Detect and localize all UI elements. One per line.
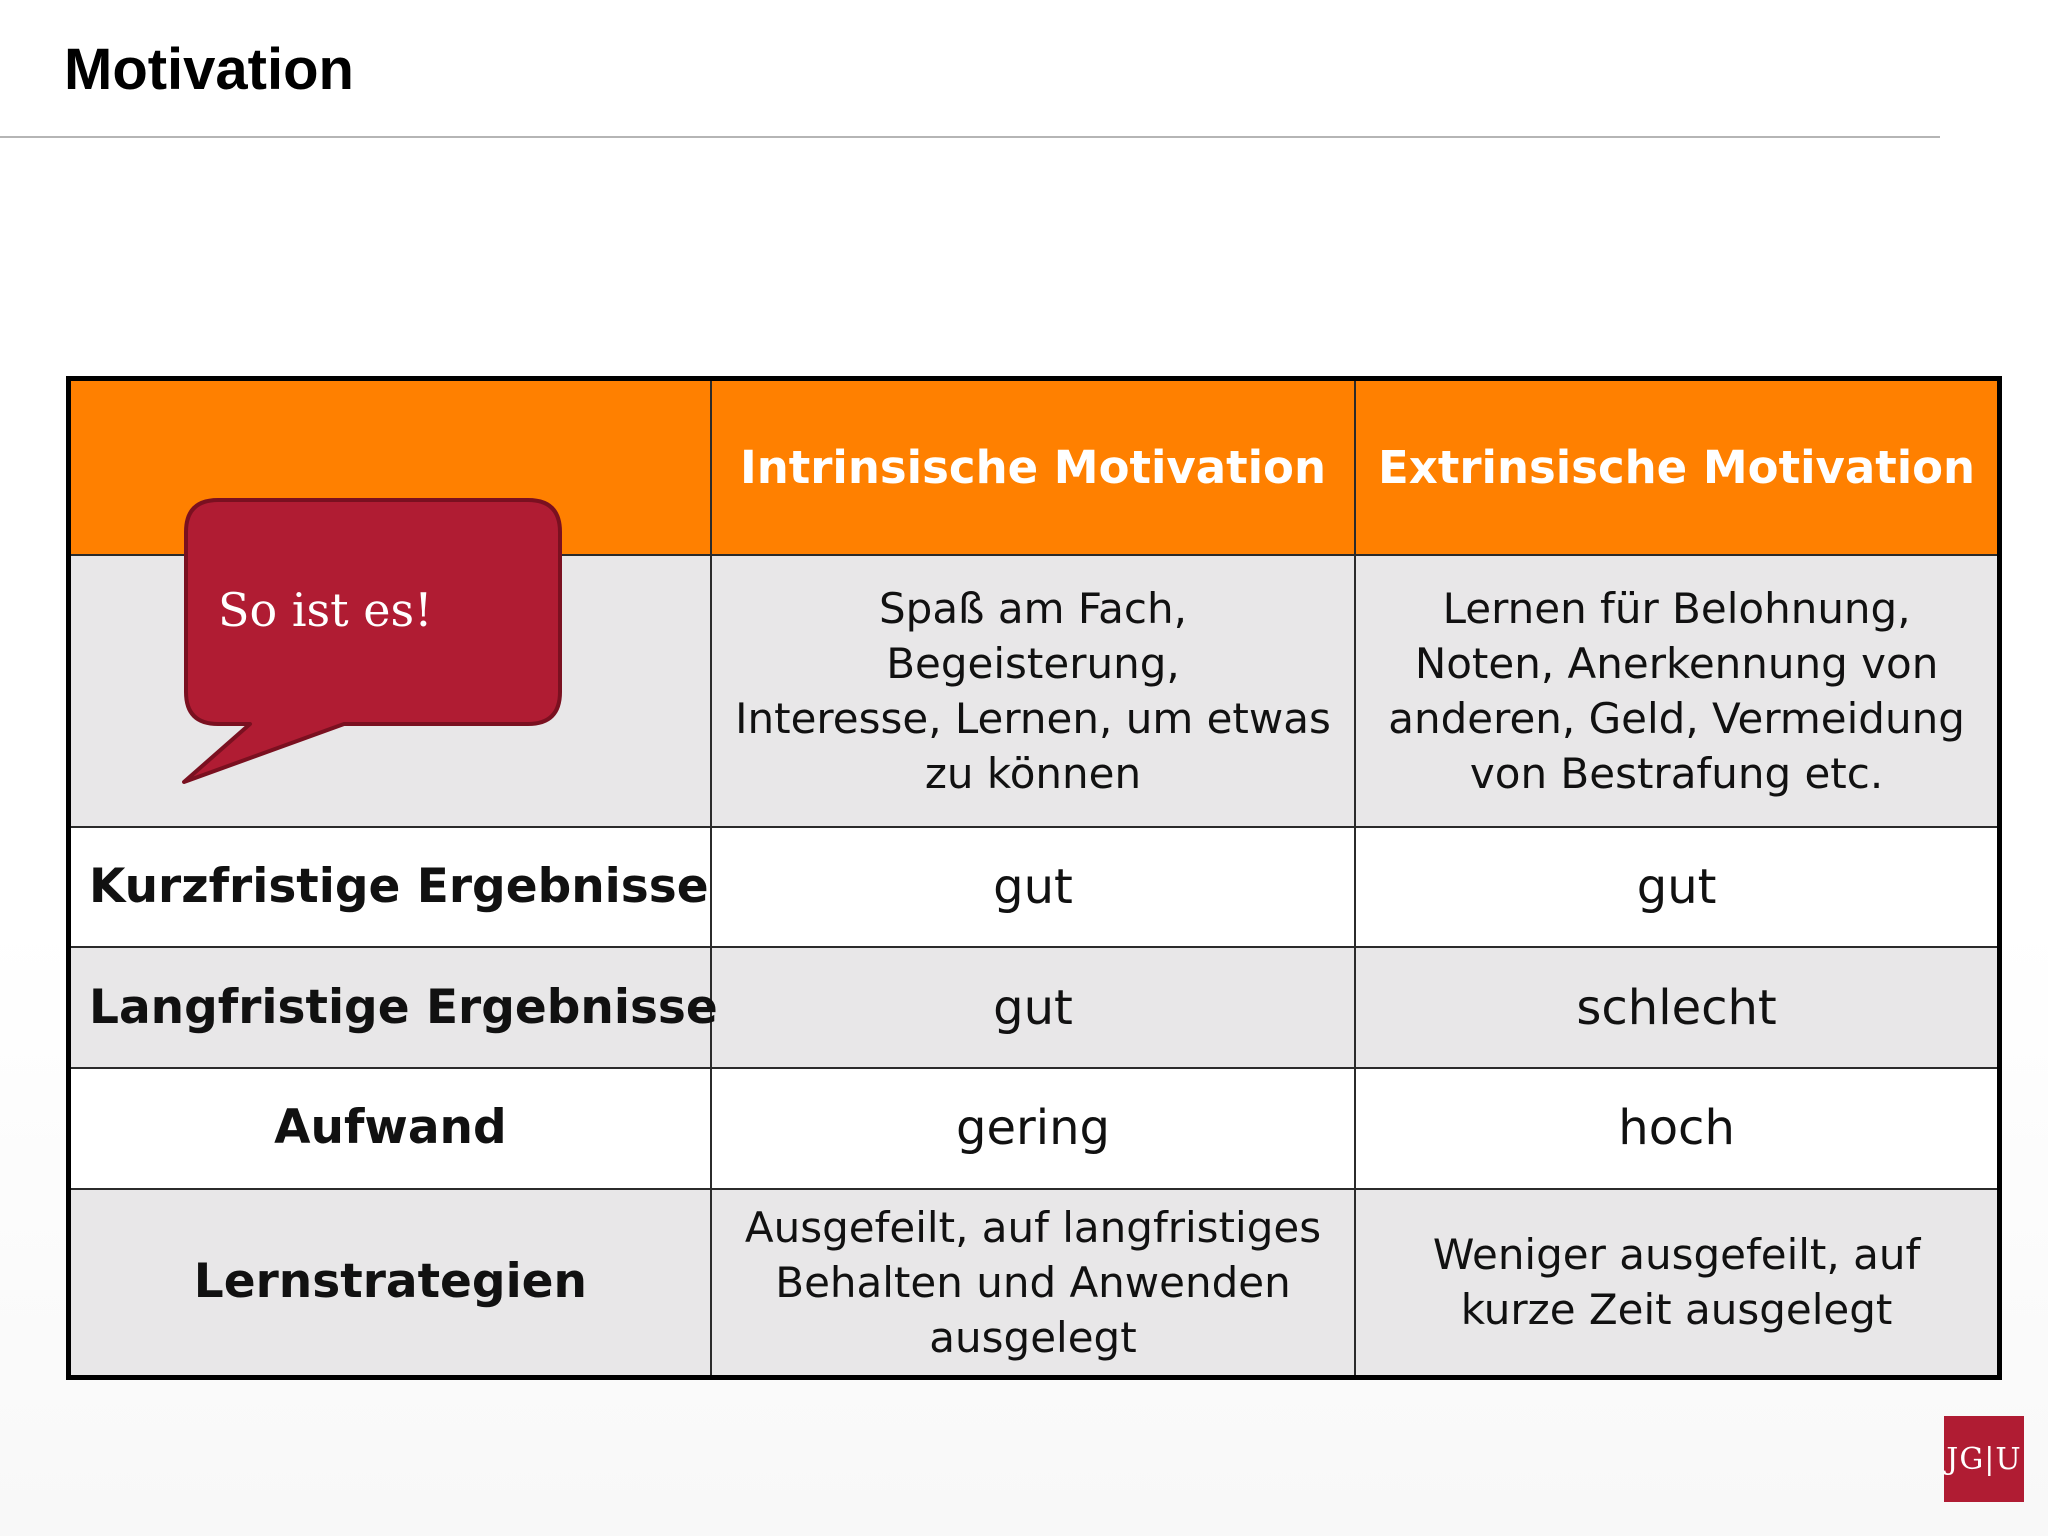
row-label: Aufwand xyxy=(69,1068,711,1189)
extrinsic-value: gut xyxy=(1355,827,1999,948)
intrinsic-value: gut xyxy=(711,827,1355,948)
jgu-logo-text: JG|U xyxy=(1946,1441,2022,1477)
header-extrinsic: Extrinsische Motivation xyxy=(1355,379,1999,556)
speech-bubble-text: So ist es! xyxy=(218,583,433,637)
extrinsic-description-line: von Bestrafung etc. xyxy=(1469,749,1884,799)
extrinsic-description xyxy=(1355,555,1999,826)
intrinsic-value: gut xyxy=(711,947,1355,1068)
title-divider xyxy=(0,136,1940,138)
header-intrinsic: Intrinsische Motivation xyxy=(711,379,1355,556)
intrinsic-strategy-line: ausgelegt xyxy=(929,1312,1137,1362)
speech-bubble xyxy=(182,496,564,796)
extrinsic-value: schlecht xyxy=(1355,947,1999,1068)
extrinsic-description-line: Lernen für Belohnung, xyxy=(1442,584,1911,634)
table-row xyxy=(69,827,2000,948)
extrinsic-strategy-line: Weniger ausgefeilt, auf xyxy=(1432,1230,1921,1280)
intrinsic-strategy xyxy=(711,1189,1355,1378)
intrinsic-strategy-line: Ausgefeilt, auf langfristiges xyxy=(744,1202,1322,1252)
row-label: Kurzfristige Ergebnisse xyxy=(69,827,711,948)
intrinsic-description-line: Interesse, Lernen, um etwas xyxy=(735,694,1331,744)
intrinsic-strategy-line: Behalten und Anwenden xyxy=(775,1257,1291,1307)
extrinsic-strategy-line: kurze Zeit ausgelegt xyxy=(1460,1285,1893,1335)
jgu-logo xyxy=(1944,1416,2024,1502)
intrinsic-description xyxy=(711,555,1355,826)
extrinsic-description-line: anderen, Geld, Vermeidung xyxy=(1388,694,1965,744)
row-label: Lernstrategien xyxy=(69,1189,711,1378)
table-row xyxy=(69,1068,2000,1189)
extrinsic-value: hoch xyxy=(1355,1068,1999,1189)
intrinsic-description-line: Spaß am Fach, Begeisterung, xyxy=(879,584,1187,689)
speech-bubble-icon xyxy=(182,496,564,796)
table-row-strategies xyxy=(69,1189,2000,1378)
row-label: Langfristige Ergebnisse xyxy=(69,947,711,1068)
slide-title: Motivation xyxy=(64,37,354,102)
table-row xyxy=(69,947,2000,1068)
intrinsic-value: gering xyxy=(711,1068,1355,1189)
intrinsic-description-line: zu können xyxy=(924,749,1142,799)
extrinsic-description-line: Noten, Anerkennung von xyxy=(1414,639,1939,689)
extrinsic-strategy xyxy=(1355,1189,1999,1378)
